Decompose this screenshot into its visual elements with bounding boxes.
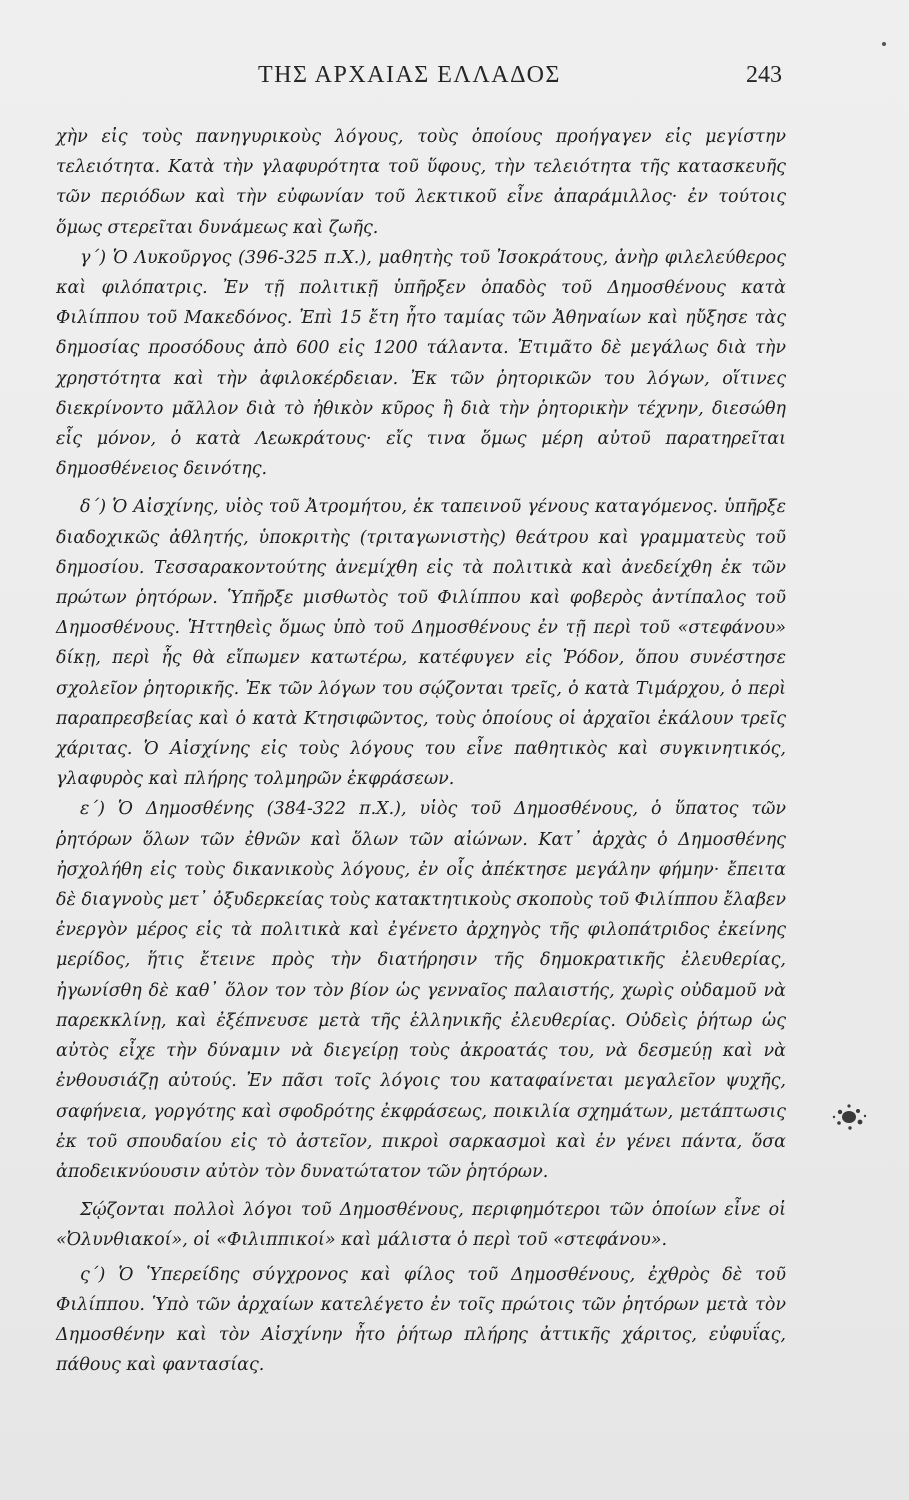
running-title: ΤΗΣ ΑΡΧΑΙΑΣ ΕΛΛΑΔΟΣ [258,62,561,88]
paragraph-lycurgus: γ΄) Ὁ Λυκοῦργος (396-325 π.Χ.), μαθητὴς τοῦ Ἰσοκράτους, ἀνὴρ φιλελεύθερος καὶ φιλόπατρις. Ἐν τῇ πολιτικῇ ὑπῆρξεν ὀπαδὸς τοῦ Δημοσθένους κατὰ Φιλίππου τοῦ Μακεδόνος. Ἐπὶ 15 ἔτη ἦτο ταμίας τῶν Ἀθηναίων καὶ ηὔξησε τὰς δημοσίας προσόδους ἀπὸ 600 εἰς 1200 τάλαντα. Ἐτιμᾶτο δὲ μεγάλως διὰ τὴν χρηστότητα καὶ τὴν ἀφιλοκέρδειαν. Ἐκ τῶν ῥητορικῶν του λόγων, οἵτινες διεκρίνοντο μᾶλλον διὰ τὸ ἠθικὸν κῦρος ἢ διὰ τὴν ῥητορικὴν τέχνην, διεσώθη εἷς μόνον, ὁ κατὰ Λεωκράτους· εἴς τινα ὅμως μέρη αὐτοῦ παρατηρεῖται δημοσθένειος δεινότης. [56,247,786,480]
page-number: 243 [746,62,782,88]
paragraph-surviving-speeches: Σῴζονται πολλοὶ λόγοι τοῦ Δημοσθένους, περιφημότεροι τῶν ὁποίων εἶνε οἱ «Ὀλυνθιακοί», οἱ «Φιλιππικοί» καὶ μάλιστα ὁ περὶ τοῦ «στεφάνου». [56,1200,786,1251]
body-text [56,122,786,1380]
paragraph-hypereides: ς΄) Ὁ Ὑπερείδης σύγχρονος καὶ φίλος τοῦ Δημοσθένους, ἐχθρὸς δὲ τοῦ Φιλίππου. Ὑπὸ τῶν ἀρχαίων κατελέγετο ἐν τοῖς πρώτοις τῶν ῥητόρων μετὰ τὸν Δημοσθένην καὶ τὸν Αἰσχίνην ἦτο ῥήτωρ πλήρης ἀττικῆς χάριτος, εὐφυΐας, πάθους καὶ φαντασίας. [56,1264,786,1376]
paragraph-demosthenes: ε΄) Ὁ Δημοσθένης (384-322 π.Χ.), υἱὸς τοῦ Δημοσθένους, ὁ ὕπατος τῶν ῥητόρων ὅλων τῶν ἐθνῶν καὶ ὅλων τῶν αἰώνων. Κατ᾿ ἀρχὰς ὁ Δημοσθένης ἠσχολήθη εἰς τοὺς δικανικοὺς λόγους, ἐν οἷς ἀπέκτησε μεγάλην φήμην· ἔπειτα δὲ διαγνοὺς μετ᾿ ὀξυδερκείας τοὺς κατακτητικοὺς σκοποὺς τοῦ Φιλίππου ἔλαβεν ἐνεργὸν μέρος εἰς τὰ πολιτικὰ καὶ ἐγένετο ἀρχηγὸς τῆς φιλοπάτριδος ἐκείνης μερίδος, ἥτις ἔτεινε πρὸς τὴν διατήρησιν τῆς δημοκρατικῆς ἐλευθερίας, ἠγωνίσθη δὲ καθ᾿ ὅλον τον τὸν βίον ὡς γενναῖος παλαιστής, χωρὶς οὐδαμοῦ νὰ παρεκκλίνῃ, καὶ ἐξέπνευσε μετὰ τῆς ἑλληνικῆς ἐλευθερίας. Οὐδεὶς ῥήτωρ ὡς αὐτὸς εἶχε τὴν δύναμιν νὰ διεγείρῃ τοὺς ἀκροατάς του, νὰ δεσμεύῃ καὶ νὰ ἐνθουσιάζῃ αὐτούς. Ἐν πᾶσι τοῖς λόγοις του καταφαίνεται μεγαλεῖον ψυχῆς, σαφήνεια, γοργότης καὶ σφοδρότης ἐκφράσεως, ποικιλία σχημάτων, μετάπτωσις ἐκ τοῦ σπουδαίου εἰς τὸ ἀστεῖον, πικροὶ σαρκασμοὶ καὶ ἐν γένει πάντα, ὅσα ἀποδεικνύουσιν αὐτὸν τὸν δυνατώτατον τῶν ῥητόρων. [56,799,787,1182]
paragraph-continuation: χὴν εἰς τοὺς πανηγυρικοὺς λόγους, τοὺς ὁποίους προήγαγεν εἰς μεγίστην τελειότητα. Κατὰ τὴν γλαφυρότητα τοῦ ὕφους, τὴν τελειότητα τῆς κατασκευῆς τῶν περιόδων καὶ τὴν εὐφωνίαν τοῦ λεκτικοῦ εἶνε ἀπαράμιλλος· ἐν τούτοις ὅμως στερεῖται δυνάμεως καὶ ζωῆς. [56,127,786,238]
ink-blot-icon [830,1100,868,1134]
speck-icon [882,42,886,46]
paragraph-aeschines: δ΄) Ὁ Αἰσχίνης, υἱὸς τοῦ Ἀτρομήτου, ἐκ ταπεινοῦ γένους καταγόμενος. ὑπῆρξε διαδοχικῶς ἀθλητής, ὑποκριτὴς (τριταγωνιστὴς) θεάτρου καὶ γραμματεὺς τοῦ δημοσίου. Τεσσαρακοντούτης ἀνεμίχθη εἰς τὰ πολιτικὰ καὶ ἀνεδείχθη ἐκ τῶν πρώτων ῥητόρων. Ὑπῆρξε μισθωτὸς τοῦ Φιλίππου καὶ φοβερὸς ἀντίπαλος τοῦ Δημοσθένους. Ἡττηθεὶς ὅμως ὑπὸ τοῦ Δημοσθένους ἐν τῇ περὶ τοῦ «στεφάνου» δίκῃ, περὶ ἧς θὰ εἴπωμεν κατωτέρω, κατέφυγεν εἰς Ῥόδον, ὅπου συνέστησε σχολεῖον ῥητορικῆς. Ἐκ τῶν λόγων του σῴζονται τρεῖς, ὁ κατὰ Τιμάρχου, ὁ περὶ παραπρεσβείας καὶ ὁ κατὰ Κτησιφῶντος, τοὺς ὁποίους οἱ ἀρχαῖοι ἐκάλουν τρεῖς χάριτας. Ὁ Αἰσχίνης εἰς τοὺς λόγους του εἶνε παθητικὸς καὶ συγκινητικός, γλαφυρὸς καὶ πλήρης τολμηρῶν ἐκφράσεων. [56,497,786,790]
